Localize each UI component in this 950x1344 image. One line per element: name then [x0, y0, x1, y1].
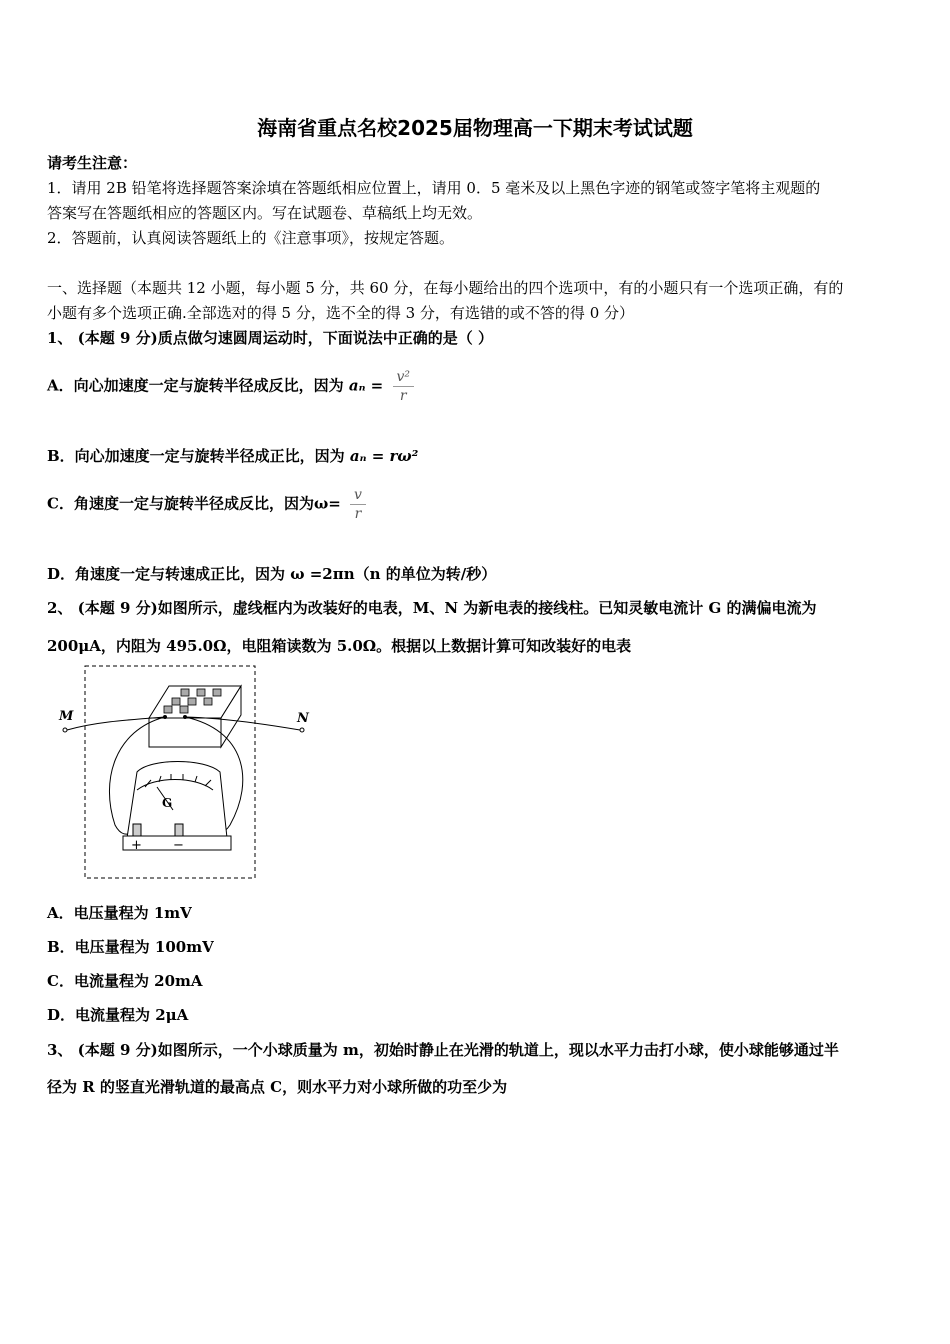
terminal-n	[300, 728, 304, 732]
q1-option-a-fraction	[393, 368, 415, 405]
galvanometer-g-label: G	[162, 796, 173, 810]
q1-option-b	[47, 445, 418, 466]
q2-stem-line-1: 2、 (本题 9 分)如图所示，虚线框内为改装好的电表，M、N 为新电表的接线柱。已知灵敏电流计 G 的满偏电流为	[47, 599, 817, 617]
fraction-numerator: v	[350, 486, 366, 505]
section-heading-line-2: 小题有多个选项正确.全部选对的得 5 分，选不全的得 3 分，有选错的或不答的得 0 分）	[47, 304, 635, 322]
q1-option-b-formula: aₙ = rω²	[349, 447, 419, 465]
q1-option-c-fraction	[350, 486, 366, 523]
resistance-box	[149, 686, 241, 747]
q1-option-d: D．角速度一定与转速成正比，因为 ω =2πn（n 的单位为转/秒）	[47, 565, 497, 583]
plus-sign: +	[131, 838, 142, 853]
q1-option-b-text: B．向心加速度一定与旋转半径成正比，因为	[47, 447, 345, 465]
notice-line-1a: 1．请用 2B 铅笔将选择题答案涂填在答题纸相应位置上，请用 0．5 毫米及以上黑色字迹的钢笔或签字笔将主观题的	[47, 179, 821, 197]
terminal-n-label: N	[297, 711, 309, 726]
notice-heading: 请考生注意：	[47, 154, 138, 172]
q1-option-c-text: C．角速度一定与旋转半径成反比，因为ω=	[47, 494, 341, 513]
section-heading-line-1: 一、选择题（本题共 12 小题，每小题 5 分，共 60 分，在每小题给出的四个选项中，有的小题只有一个选项正确，有的	[47, 279, 844, 297]
q2-option-a: A．电压量程为 1mV	[47, 904, 192, 922]
q2-option-b: B．电压量程为 100mV	[47, 938, 214, 956]
terminal-m-label: M	[59, 709, 74, 724]
q2-option-d: D．电流量程为 2μA	[47, 1006, 189, 1024]
q3-stem-line-2: 径为 R 的竖直光滑轨道的最高点 C，则水平力对小球所做的功至少为	[47, 1078, 508, 1096]
q1-stem: 1、 (本题 9 分)质点做匀速圆周运动时，下面说法中正确的是（ ）	[47, 329, 493, 347]
notice-line-1b: 答案写在答题纸相应的答题区内。写在试题卷、草稿纸上均无效。	[47, 204, 483, 222]
notice-line-2: 2．答题前，认真阅读答题纸上的《注意事项》，按规定答题。	[47, 229, 455, 247]
q1-option-a-formula: aₙ =	[348, 376, 384, 395]
page-title: 海南省重点名校2025届物理高一下期末考试试题	[257, 116, 693, 140]
q2-option-c: C．电流量程为 20mA	[47, 972, 203, 990]
q3-stem-line-1: 3、 (本题 9 分)如图所示，一个小球质量为 m，初始时静止在光滑的轨道上，现以水平力击打小球，使小球能够通过半	[47, 1041, 839, 1059]
fraction-denominator: r	[399, 388, 407, 404]
q1-option-a	[47, 368, 414, 405]
galvanometer	[123, 762, 231, 854]
q1-option-c	[47, 486, 366, 523]
q1-option-a-text: A．向心加速度一定与旋转半径成反比，因为	[47, 376, 344, 395]
terminal-m	[63, 728, 67, 732]
fraction-numerator: v²	[393, 368, 415, 387]
minus-sign: −	[173, 838, 184, 853]
q2-stem-line-2: 200μA，内阻为 495.0Ω，电阻箱读数为 5.0Ω。根据以上数据计算可知改装好的电表	[47, 637, 632, 655]
fraction-denominator: r	[354, 506, 362, 522]
ammeter-circuit-figure	[55, 660, 315, 885]
